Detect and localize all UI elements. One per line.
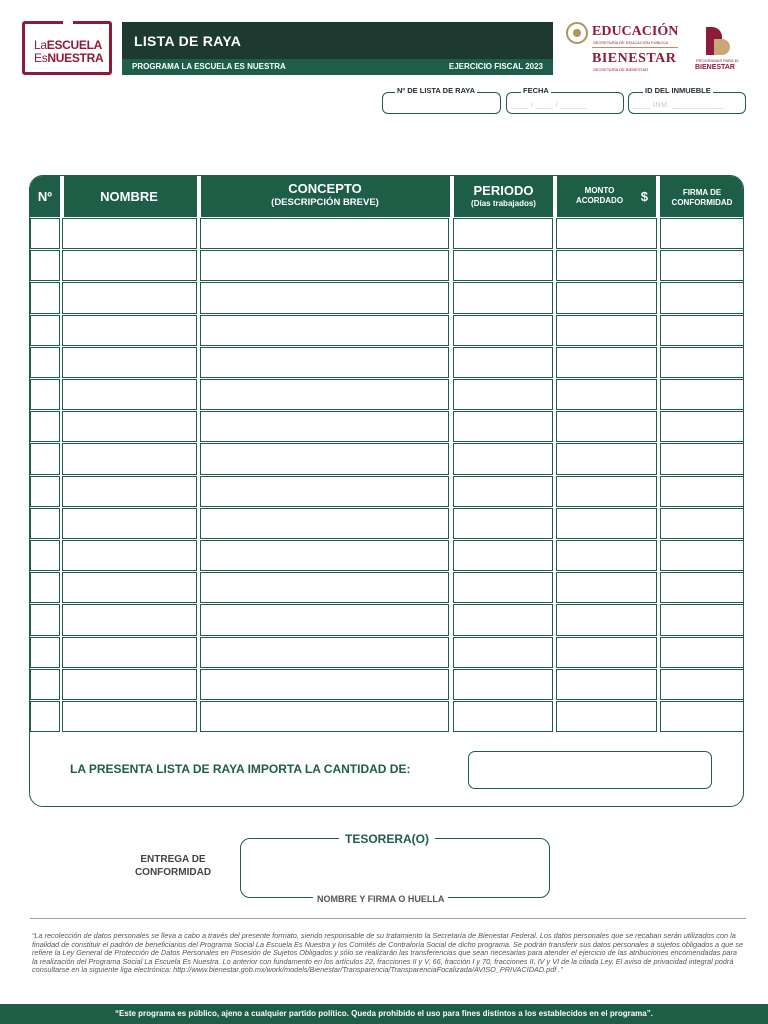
cell-no[interactable] <box>30 637 60 668</box>
cell-no[interactable] <box>30 540 60 571</box>
form-title: LISTA DE RAYA <box>134 33 242 49</box>
header-periodo <box>454 176 553 217</box>
cell-concepto[interactable] <box>200 540 449 571</box>
cell-concepto[interactable] <box>200 637 449 668</box>
cell-concepto[interactable] <box>200 250 449 281</box>
header-firma <box>660 176 744 217</box>
cell-firma[interactable] <box>660 282 744 313</box>
cell-nombre[interactable] <box>62 669 197 700</box>
cell-monto[interactable] <box>556 379 657 410</box>
cell-periodo[interactable] <box>453 508 553 539</box>
header-periodo-title: PERIODO <box>473 183 534 198</box>
cell-nombre[interactable] <box>62 637 197 668</box>
cell-periodo[interactable] <box>453 411 553 442</box>
cell-nombre[interactable] <box>62 282 197 313</box>
cell-concepto[interactable] <box>200 282 449 313</box>
treasurer-signature-field[interactable] <box>240 832 550 904</box>
header-monto <box>557 176 656 217</box>
cell-no[interactable] <box>30 379 60 410</box>
cell-concepto[interactable] <box>200 508 449 539</box>
payroll-table <box>29 175 744 807</box>
cell-firma[interactable] <box>660 604 744 635</box>
cell-monto[interactable] <box>556 508 657 539</box>
header-firma-line2: CONFORMIDAD <box>671 198 733 207</box>
bienestar-subtext: SECRETARÍA DE BIENESTAR <box>593 67 649 72</box>
cell-firma[interactable] <box>660 443 744 474</box>
cell-monto[interactable] <box>556 476 657 507</box>
privacy-notice: “La recolección de datos personales se lleva a cabo a través del presente formato, siendo responsable de su tratamiento la Secretaría de Bienestar Federal. Los datos personales que se recaban serán utilizados con la finalidad de constituir el padrón de beneficiarios del Programa Social La Escuela Es Nuestra y los Comités de Contraloría Social de dicho programa. Se podrán transferir sus datos personales a sujetos obligados a que se refiere la Ley General de Protección de Datos Personales en Posesión de Sujetos Obligados y sólo se realizarán las transferencias que sean necesarias para atender el ejercicio de las atribuciones encomendadas para la realización del Programa Social La Escuela Es Nuestra. Lo anterior con fundamento en los artículos 22, fracciones II y V, 66, fracción I y 70, fracciones II, IV y VI de la citada Ley. El aviso de privacidad integral podrá consultarse en la siguiente liga electrónica: http://www.bienestar.gob.mx/work/models/Bienestar/Transparencia/TransparenciaFocalizada/AVISO_PRIVACIDAD.pdf .” <box>32 931 744 975</box>
cell-concepto[interactable] <box>200 604 449 635</box>
cell-firma[interactable] <box>660 315 744 346</box>
cell-concepto[interactable] <box>200 411 449 442</box>
cell-no[interactable] <box>30 508 60 539</box>
cell-monto[interactable] <box>556 540 657 571</box>
header-separator <box>450 176 454 217</box>
building-id-label: ID DEL INMUEBLE <box>645 86 711 95</box>
divider <box>30 918 746 919</box>
cell-concepto[interactable] <box>200 347 449 378</box>
cell-nombre[interactable] <box>62 443 197 474</box>
table-header <box>30 176 744 217</box>
cell-nombre[interactable] <box>62 604 197 635</box>
cell-periodo[interactable] <box>453 218 553 249</box>
header-separator <box>656 176 660 217</box>
cell-nombre[interactable] <box>62 379 197 410</box>
delivery-label <box>118 853 228 879</box>
logo-text-la: La <box>34 38 47 52</box>
list-number-label: Nº DE LISTA DE RAYA <box>397 86 476 95</box>
cell-periodo[interactable] <box>453 315 553 346</box>
header-separator <box>60 176 64 217</box>
educacion-logo-text: EDUCACIÓN <box>592 24 679 39</box>
cell-concepto[interactable] <box>200 572 449 603</box>
cell-periodo[interactable] <box>453 379 553 410</box>
date-field[interactable] <box>506 86 624 114</box>
cell-monto[interactable] <box>556 282 657 313</box>
cell-periodo[interactable] <box>453 540 553 571</box>
program-bar <box>122 59 553 75</box>
cell-monto[interactable] <box>556 443 657 474</box>
cell-periodo[interactable] <box>453 250 553 281</box>
header-no: Nº <box>37 189 53 204</box>
header-nombre: NOMBRE <box>100 189 158 204</box>
form-header <box>122 22 553 75</box>
cell-concepto[interactable] <box>200 379 449 410</box>
signature-caption: NOMBRE Y FIRMA O HUELLA <box>313 894 448 904</box>
cell-monto[interactable] <box>556 411 657 442</box>
header-concepto-title: CONCEPTO <box>288 181 362 196</box>
header-separator <box>197 176 201 217</box>
cell-nombre[interactable] <box>62 347 197 378</box>
programas-bienestar-icon <box>706 27 730 55</box>
cell-no[interactable] <box>30 669 60 700</box>
cell-firma[interactable] <box>660 540 744 571</box>
list-number-field[interactable] <box>382 86 501 114</box>
cell-nombre[interactable] <box>62 315 197 346</box>
logo-divider <box>592 47 678 48</box>
cell-periodo[interactable] <box>453 476 553 507</box>
cell-no[interactable] <box>30 604 60 635</box>
cell-monto[interactable] <box>556 315 657 346</box>
cell-firma[interactable] <box>660 637 744 668</box>
program-name: PROGRAMA LA ESCUELA ES NUESTRA <box>132 62 286 71</box>
date-placeholder: ____ / ____ / ______ <box>511 102 588 109</box>
bienestar-logo-text: BIENESTAR <box>592 51 677 66</box>
cell-monto[interactable] <box>556 250 657 281</box>
national-seal-icon <box>566 22 588 44</box>
cell-nombre[interactable] <box>62 476 197 507</box>
cell-firma[interactable] <box>660 379 744 410</box>
cell-no[interactable] <box>30 476 60 507</box>
cell-periodo[interactable] <box>453 637 553 668</box>
escuela-es-nuestra-logo <box>22 21 112 77</box>
delivery-label-line1: ENTREGA DE <box>140 854 206 865</box>
cell-concepto[interactable] <box>200 701 449 732</box>
cell-nombre[interactable] <box>62 540 197 571</box>
total-label: LA PRESENTA LISTA DE RAYA IMPORTA LA CANTIDAD DE: <box>70 762 411 776</box>
cell-monto[interactable] <box>556 218 657 249</box>
cell-monto[interactable] <box>556 572 657 603</box>
cell-no[interactable] <box>30 250 60 281</box>
cell-no[interactable] <box>30 315 60 346</box>
cell-no[interactable] <box>30 411 60 442</box>
building-id-placeholder: ____ INM. ____________ <box>633 102 725 109</box>
cell-no[interactable] <box>30 572 60 603</box>
cell-nombre[interactable] <box>62 701 197 732</box>
logo-text-escuela: ESCUELA <box>46 38 102 52</box>
cell-firma[interactable] <box>660 701 744 732</box>
cell-monto[interactable] <box>556 669 657 700</box>
header-separator <box>553 176 557 217</box>
cell-monto[interactable] <box>556 604 657 635</box>
cell-concepto[interactable] <box>200 218 449 249</box>
logo-text-es: Es <box>34 51 48 65</box>
cell-periodo[interactable] <box>453 604 553 635</box>
educacion-subtext: SECRETARÍA DE EDUCACIÓN PÚBLICA <box>593 40 669 45</box>
building-id-field[interactable] <box>628 86 746 114</box>
cell-firma[interactable] <box>660 347 744 378</box>
cell-periodo[interactable] <box>453 701 553 732</box>
cell-concepto[interactable] <box>200 476 449 507</box>
cell-firma[interactable] <box>660 250 744 281</box>
cell-no[interactable] <box>30 347 60 378</box>
cell-nombre[interactable] <box>62 572 197 603</box>
programas-subtext: PROGRAMAS PARA EL <box>696 58 740 63</box>
cell-firma[interactable] <box>660 218 744 249</box>
cell-nombre[interactable] <box>62 250 197 281</box>
cell-monto[interactable] <box>556 347 657 378</box>
dollar-icon: $ <box>640 189 648 204</box>
header-firma-line1: FIRMA DE <box>682 188 722 197</box>
cell-periodo[interactable] <box>453 282 553 313</box>
total-amount-field[interactable] <box>468 751 712 789</box>
date-label: FECHA <box>523 86 549 95</box>
cell-firma[interactable] <box>660 508 744 539</box>
logo-text-nuestra: NUESTRA <box>47 51 104 65</box>
cell-firma[interactable] <box>660 411 744 442</box>
cell-concepto[interactable] <box>200 315 449 346</box>
cell-nombre[interactable] <box>62 218 197 249</box>
footer-disclaimer: “Este programa es público, ajeno a cualquier partido político. Queda prohibido el uso para fines distintos a los establecidos en el programa”. <box>0 1004 768 1024</box>
header-concepto-sub: (DESCRIPCIÓN BREVE) <box>271 197 379 208</box>
cell-concepto[interactable] <box>200 443 449 474</box>
cell-nombre[interactable] <box>62 508 197 539</box>
cell-firma[interactable] <box>660 476 744 507</box>
header-concepto <box>200 176 450 217</box>
cell-monto[interactable] <box>556 701 657 732</box>
cell-firma[interactable] <box>660 669 744 700</box>
cell-no[interactable] <box>30 701 60 732</box>
cell-periodo[interactable] <box>453 669 553 700</box>
cell-monto[interactable] <box>556 637 657 668</box>
cell-concepto[interactable] <box>200 669 449 700</box>
fiscal-year: EJERCICIO FISCAL 2023 <box>448 62 543 71</box>
cell-periodo[interactable] <box>453 572 553 603</box>
cell-periodo[interactable] <box>453 443 553 474</box>
header-periodo-sub: (Días trabajados) <box>471 199 536 208</box>
cell-no[interactable] <box>30 282 60 313</box>
programas-bienestar-text: BIENESTAR <box>695 64 735 71</box>
header-monto-line2: ACORDADO <box>575 196 624 205</box>
treasurer-title: TESORERA(O) <box>339 832 435 846</box>
cell-no[interactable] <box>30 443 60 474</box>
cell-firma[interactable] <box>660 572 744 603</box>
delivery-label-line2: CONFORMIDAD <box>134 867 212 878</box>
cell-nombre[interactable] <box>62 411 197 442</box>
header-monto-line1: MONTO <box>584 186 615 195</box>
cell-periodo[interactable] <box>453 347 553 378</box>
cell-no[interactable] <box>30 218 60 249</box>
